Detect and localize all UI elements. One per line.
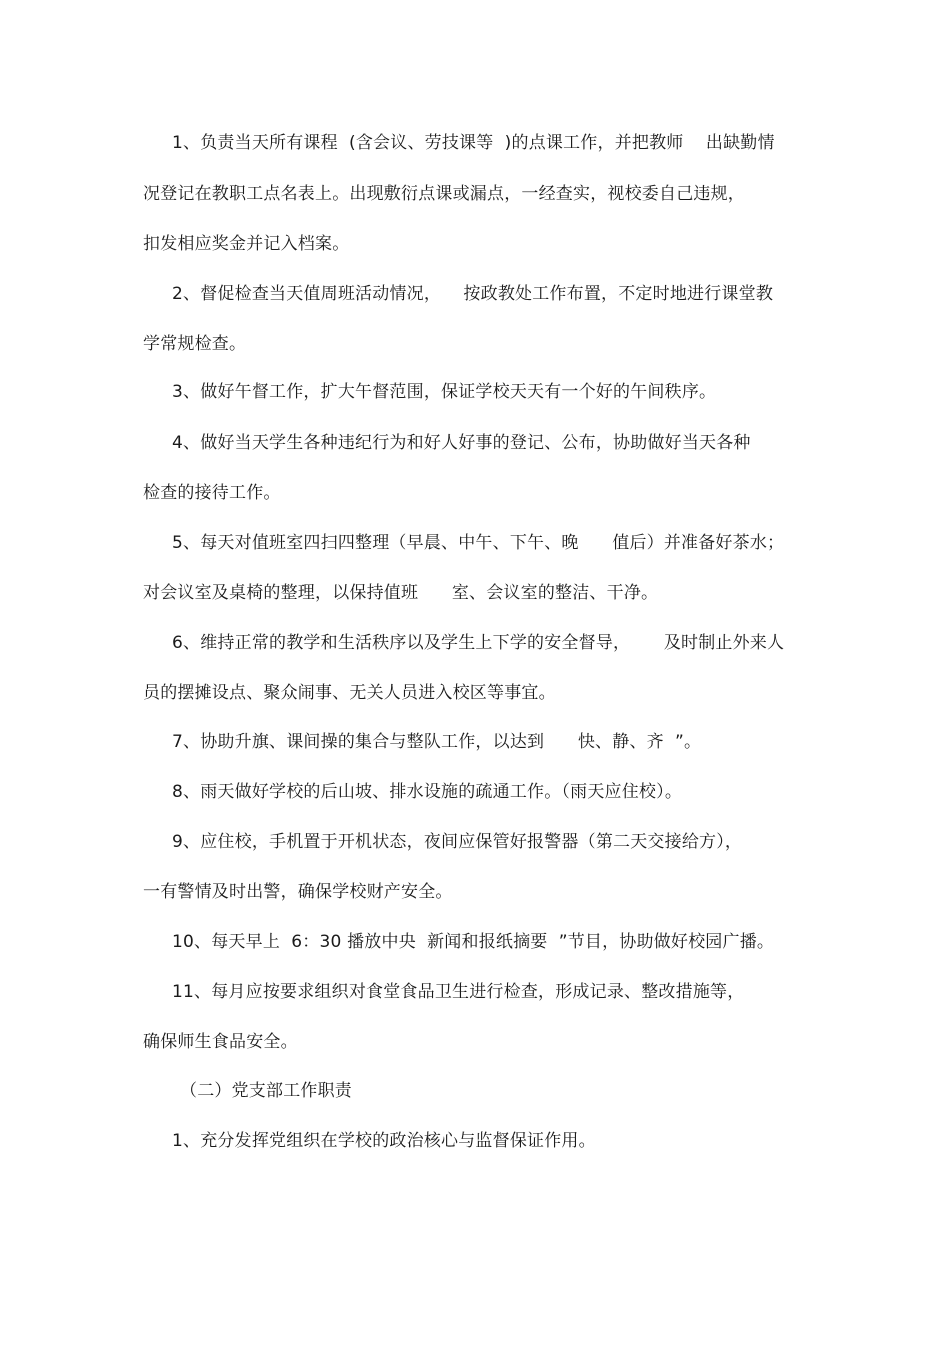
text-line: 4、做好当天学生各种违纪行为和好人好事的登记、公布，协助做好当天各种 [172,433,751,453]
text-line: 学常规检查。 [143,334,247,354]
text-line: 8、雨天做好学校的后山坡、排水设施的疏通工作。（雨天应住校）。 [172,782,683,802]
text-line: 况登记在教职工点名表上。出现敷衍点课或漏点，一经查实，视校委自己违规， [143,184,745,204]
text-line: 检查的接待工作。 [143,483,281,503]
text-line: 10、每天早上 6：30 播放中央 新闻和报纸摘要 ”节目，协助做好校园广播。 [172,932,775,952]
text-line: 员的摆摊设点、聚众闹事、无关人员进入校区等事宜。 [143,683,556,703]
text-line: 7、协助升旗、课间操的集合与整队工作，以达到 快、静、齐 ”。 [172,732,702,752]
text-line: 9、应住校，手机置于开机状态，夜间应保管好报警器（第二天交接给方）， [172,832,743,852]
text-line: 11、每月应按要求组织对食堂食品卫生进行检查，形成记录、整改措施等， [172,982,745,1002]
text-line: 一有警情及时出警，确保学校财产安全。 [143,882,453,902]
text-line: 对会议室及桌椅的整理，以保持值班 室、会议室的整洁、干净。 [143,583,659,603]
text-line: 3、做好午督工作，扩大午督范围，保证学校天天有一个好的午间秩序。 [172,382,717,402]
text-line: 扣发相应奖金并记入档案。 [143,234,350,254]
section-heading: （二）党支部工作职责 [180,1081,352,1101]
text-line: 6、维持正常的教学和生活秩序以及学生上下学的安全督导， 及时制止外来人 [172,633,785,653]
text-line: 1、充分发挥党组织在学校的政治核心与监督保证作用。 [172,1131,596,1151]
text-line: 5、每天对值班室四扫四整理（早晨、中午、下午、晚 值后）并准备好茶水； [172,533,785,553]
text-line: 确保师生食品安全。 [143,1032,298,1052]
text-line: 1、负责当天所有课程 (含会议、劳技课等 )的点课工作，并把教师 出缺勤情 [172,133,775,153]
text-line: 2、督促检查当天值周班活动情况， 按政教处工作布置，不定时地进行课堂教 [172,284,774,304]
